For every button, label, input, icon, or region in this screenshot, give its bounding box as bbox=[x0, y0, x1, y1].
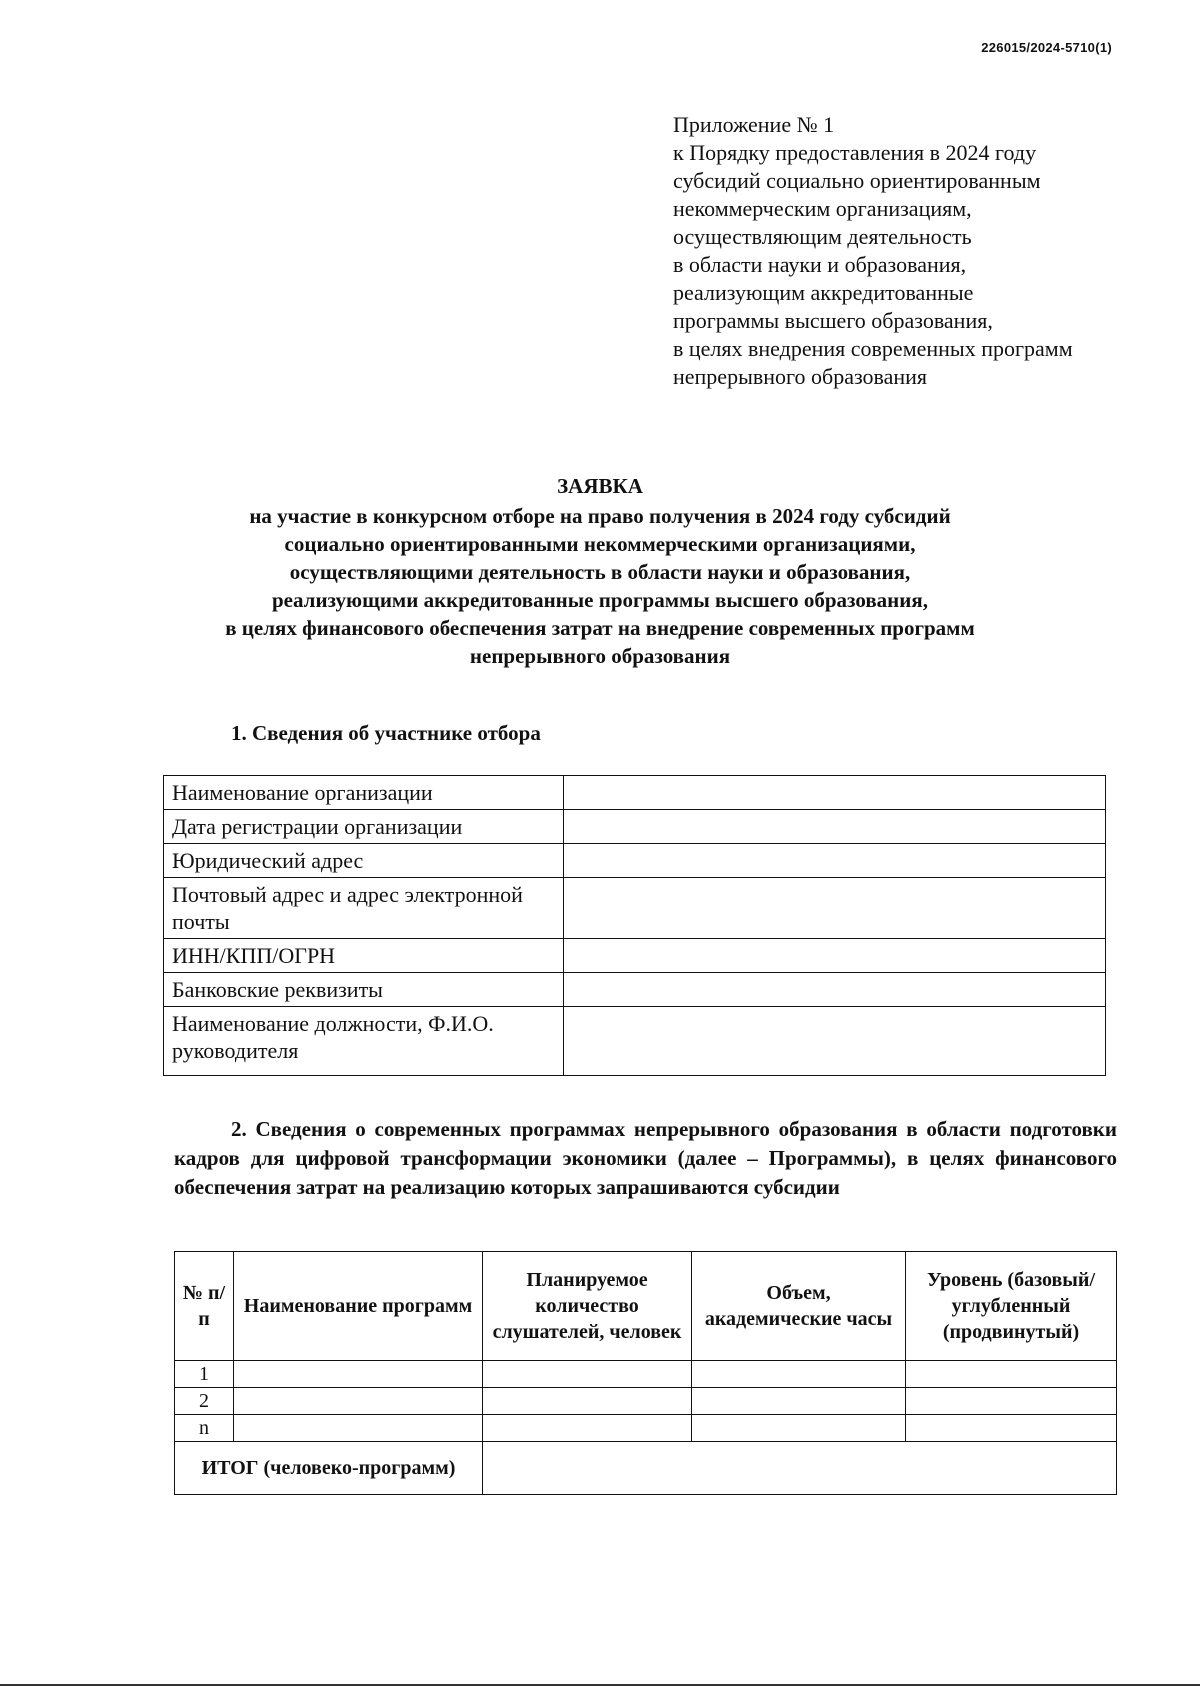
field-label: ИНН/КПП/ОГРН bbox=[164, 939, 564, 973]
title-line: осуществляющими деятельность в области науки и образования, bbox=[289, 560, 911, 584]
programs-table bbox=[174, 1251, 1117, 1495]
table-row bbox=[175, 1415, 1117, 1442]
table-row bbox=[164, 939, 1106, 973]
title-line: в целях финансового обеспечения затрат на внедрение современных программ bbox=[225, 616, 975, 640]
field-label: Дата регистрации организации bbox=[164, 810, 564, 844]
field-value[interactable] bbox=[564, 973, 1106, 1007]
appendix-line: субсидий социально ориентированным bbox=[673, 168, 1041, 193]
section2-heading bbox=[174, 1115, 1117, 1202]
table-row bbox=[164, 973, 1106, 1007]
page-bottom-rule bbox=[0, 1684, 1200, 1686]
table-row bbox=[164, 776, 1106, 810]
field-label: Почтовый адрес и адрес электронной почты bbox=[164, 878, 564, 939]
appendix-line: некоммерческим организациям, bbox=[673, 196, 972, 221]
participant-info-table bbox=[163, 775, 1106, 1076]
title-line: социально ориентированными некоммерческими организациями, bbox=[284, 532, 916, 556]
field-label: Наименование должности, Ф.И.О. руководителя bbox=[164, 1007, 564, 1076]
document-number: 226015/2024-5710(1) bbox=[981, 40, 1112, 55]
field-value[interactable] bbox=[564, 810, 1106, 844]
appendix-line: непрерывного образования bbox=[673, 364, 928, 389]
cell-level[interactable] bbox=[906, 1388, 1117, 1415]
field-label: Банковские реквизиты bbox=[164, 973, 564, 1007]
table-row bbox=[164, 1007, 1106, 1076]
column-header-level: Уровень (базовый/ углубленный (продвинутый) bbox=[906, 1252, 1117, 1361]
appendix-line: в области науки и образования, bbox=[673, 252, 967, 277]
title-main: ЗАЯВКА bbox=[557, 474, 643, 498]
cell-program-name[interactable] bbox=[234, 1388, 483, 1415]
field-value[interactable] bbox=[564, 939, 1106, 973]
cell-program-name[interactable] bbox=[234, 1361, 483, 1388]
title-line: непрерывного образования bbox=[469, 644, 731, 668]
field-label: Юридический адрес bbox=[164, 844, 564, 878]
field-value[interactable] bbox=[564, 844, 1106, 878]
cell-level[interactable] bbox=[906, 1415, 1117, 1442]
cell-level[interactable] bbox=[906, 1361, 1117, 1388]
column-header-listeners: Планируемое количество слушателей, человек bbox=[483, 1252, 692, 1361]
cell-hours[interactable] bbox=[692, 1361, 906, 1388]
title-line: реализующими аккредитованные программы высшего образования, bbox=[271, 588, 928, 612]
field-label: Наименование организации bbox=[164, 776, 564, 810]
column-header-hours: Объем, академические часы bbox=[692, 1252, 906, 1361]
appendix-line: к Порядку предоставления в 2024 году bbox=[673, 140, 1037, 165]
appendix-line: осуществляющим деятельность bbox=[673, 224, 972, 249]
cell-listeners[interactable] bbox=[483, 1415, 692, 1442]
appendix-line: программы высшего образования, bbox=[673, 308, 993, 333]
table-row bbox=[164, 844, 1106, 878]
column-header-number: № п/п bbox=[175, 1252, 234, 1361]
appendix-line: Приложение № 1 bbox=[673, 112, 835, 137]
section1-heading: 1. Сведения об участнике отбора bbox=[231, 721, 541, 745]
table-row bbox=[164, 878, 1106, 939]
field-value[interactable] bbox=[564, 776, 1106, 810]
appendix-block bbox=[673, 111, 1153, 391]
cell-program-name[interactable] bbox=[234, 1415, 483, 1442]
appendix-line: реализующим аккредитованные bbox=[673, 280, 974, 305]
cell-listeners[interactable] bbox=[483, 1361, 692, 1388]
total-label: ИТОГ (человеко-программ) bbox=[175, 1442, 483, 1495]
table-header-row bbox=[175, 1252, 1117, 1361]
column-header-program-name: Наименование программ bbox=[234, 1252, 483, 1361]
row-number: n bbox=[175, 1415, 234, 1442]
cell-hours[interactable] bbox=[692, 1388, 906, 1415]
table-row bbox=[164, 810, 1106, 844]
field-value[interactable] bbox=[564, 878, 1106, 939]
table-row bbox=[175, 1361, 1117, 1388]
application-title bbox=[150, 472, 1050, 670]
field-value[interactable] bbox=[564, 1007, 1106, 1076]
title-line: на участие в конкурсном отборе на право получения в 2024 году субсидий bbox=[249, 504, 951, 528]
row-number: 2 bbox=[175, 1388, 234, 1415]
table-row bbox=[175, 1388, 1117, 1415]
section2-heading-text: 2. Сведения о современных программах непрерывного образования в области подготовки кадров для цифровой трансформации экономики (далее – Программы), в целях финансового обеспечения затрат на реализацию которых запрашиваются субсидии bbox=[174, 1117, 1117, 1199]
cell-listeners[interactable] bbox=[483, 1388, 692, 1415]
total-row bbox=[175, 1442, 1117, 1495]
total-value[interactable] bbox=[483, 1442, 1117, 1495]
appendix-line: в целях внедрения современных программ bbox=[673, 336, 1073, 361]
row-number: 1 bbox=[175, 1361, 234, 1388]
cell-hours[interactable] bbox=[692, 1415, 906, 1442]
